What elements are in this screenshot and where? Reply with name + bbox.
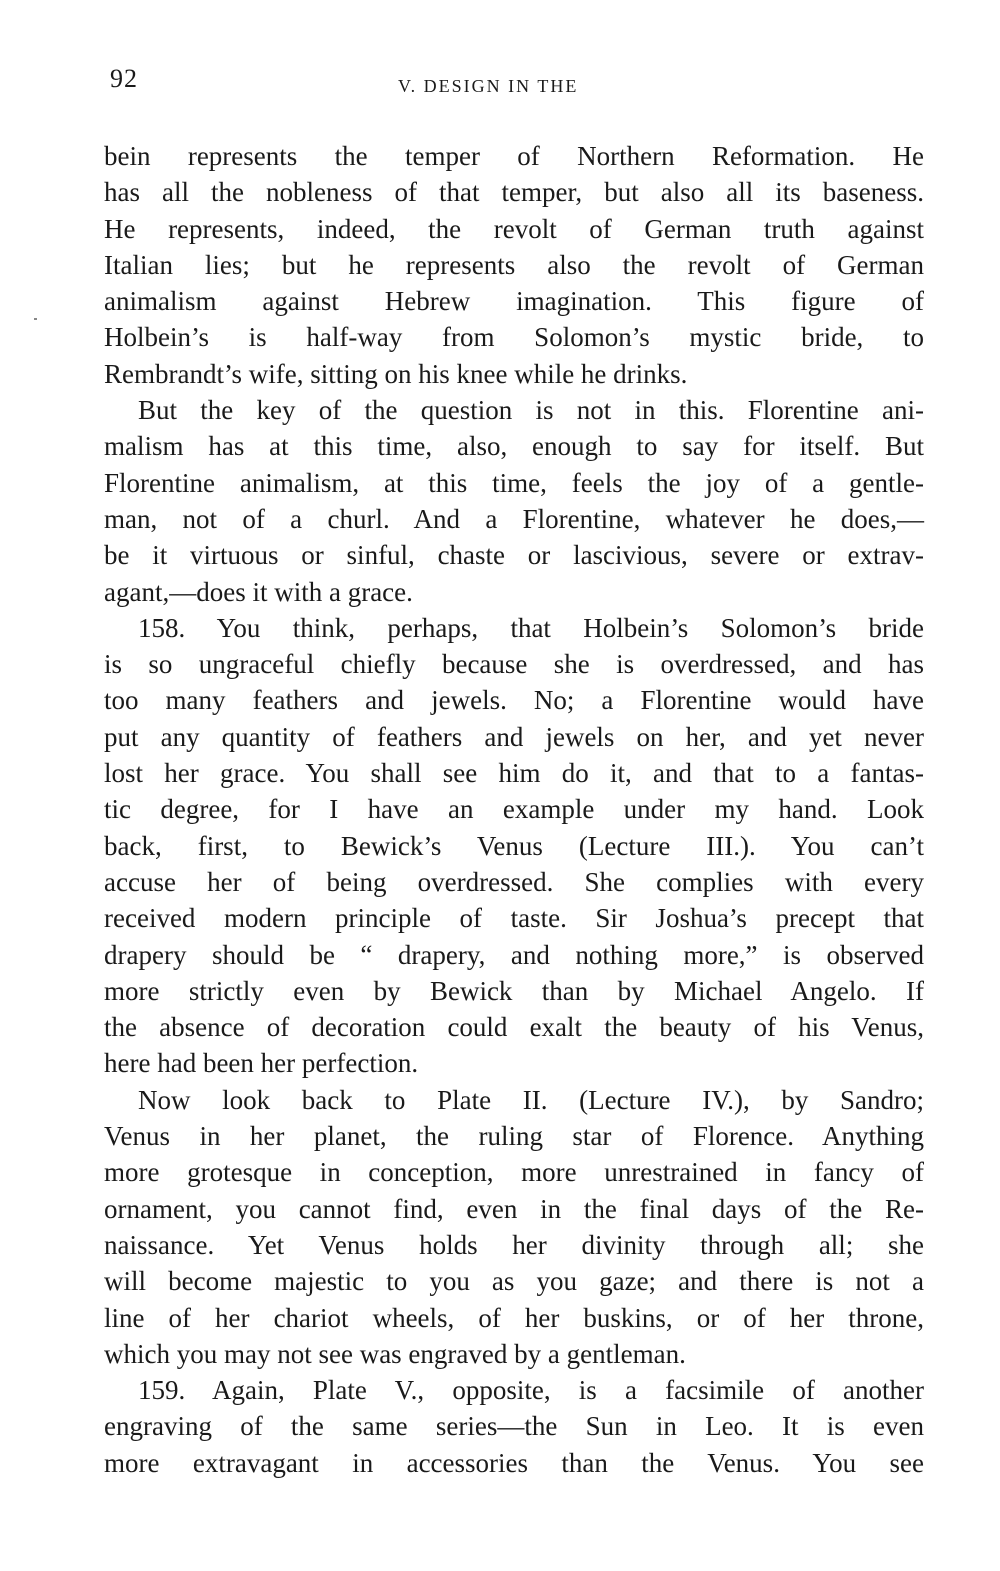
- text-line: Rembrandt’s wife, sitting on his knee while he drinks.: [104, 358, 688, 389]
- paragraph-start-line: But the key of the question is not in this. Florentine ani-: [138, 395, 924, 426]
- body-text: [104, 138, 924, 1481]
- text-line: bein represents the temper of Northern Reformation. He: [104, 141, 924, 171]
- text-line: He represents, indeed, the revolt of German truth against: [104, 213, 924, 244]
- text-line: received modern principle of taste. Sir Joshua’s precept that: [104, 903, 924, 934]
- text-line: lost her grace. You shall see him do it, and that to a fantas-: [104, 758, 924, 789]
- text-line: here had been her perfection.: [104, 1048, 419, 1079]
- text-line: will become majestic to you as you gaze; and there is not a: [104, 1266, 924, 1297]
- running-head: [0, 64, 1000, 104]
- text-line: more strictly even by Bewick than by Michael Angelo. If: [104, 975, 924, 1006]
- text-line: more extravagant in accessories than the Venus. You see: [104, 1447, 924, 1478]
- text-line: has all the nobleness of that temper, but also all its baseness.: [104, 177, 924, 208]
- text-line: tic degree, for I have an example under my hand. Look: [104, 794, 924, 825]
- text-line: more grotesque in conception, more unrestrained in fancy of: [104, 1157, 924, 1188]
- text-line: naissance. Yet Venus holds her divinity through all; she: [104, 1229, 924, 1260]
- text-line: Florentine animalism, at this time, feels the joy of a gentle-: [104, 467, 924, 498]
- text-line: drapery should be “ drapery, and nothing more,” is observed: [104, 939, 924, 970]
- text-line: ornament, you cannot find, even in the final days of the Re-: [104, 1193, 924, 1224]
- running-title: V. DESIGN IN THE: [398, 76, 579, 96]
- text-line: Venus in her planet, the ruling star of Florence. Anything: [104, 1121, 924, 1152]
- text-line: malism has at this time, also, enough to say for itself. But: [104, 431, 924, 462]
- text-line: put any quantity of feathers and jewels on her, and yet never: [104, 721, 924, 752]
- text-line: engraving of the same series—the Sun in Leo. It is even: [104, 1411, 924, 1442]
- text-line: line of her chariot wheels, of her buskins, or of her throne,: [104, 1302, 924, 1333]
- text-line: Italian lies; but he represents also the revolt of German: [104, 249, 924, 280]
- margin-mark: [34, 318, 37, 320]
- paragraph-start-line: 159. Again, Plate V., opposite, is a facsimile of another: [138, 1375, 924, 1406]
- text-line: animalism against Hebrew imagination. This figure of: [104, 286, 924, 317]
- text-line: back, first, to Bewick’s Venus (Lecture III.). You can’t: [104, 830, 924, 861]
- text-line: is so ungraceful chiefly because she is overdressed, and has: [104, 649, 924, 680]
- text-line: man, not of a churl. And a Florentine, whatever he does,—: [104, 503, 924, 534]
- text-line: agant,—does it with a grace.: [104, 576, 413, 607]
- text-line: Holbein’s is half-way from Solomon’s mystic bride, to: [104, 322, 924, 353]
- text-line: which you may not see was engraved by a gentleman.: [104, 1338, 686, 1369]
- paragraph-start-line: 158. You think, perhaps, that Holbein’s Solomon’s bride: [138, 612, 924, 643]
- text-line: the absence of decoration could exalt the beauty of his Venus,: [104, 1012, 924, 1043]
- text-line: too many feathers and jewels. No; a Florentine would have: [104, 685, 924, 716]
- paragraph-start-line: Now look back to Plate II. (Lecture IV.), by Sandro;: [138, 1084, 924, 1115]
- text-line: accuse her of being overdressed. She complies with every: [104, 866, 924, 897]
- text-line: be it virtuous or sinful, chaste or lascivious, severe or extrav-: [104, 540, 924, 571]
- page-number: 92: [110, 64, 138, 93]
